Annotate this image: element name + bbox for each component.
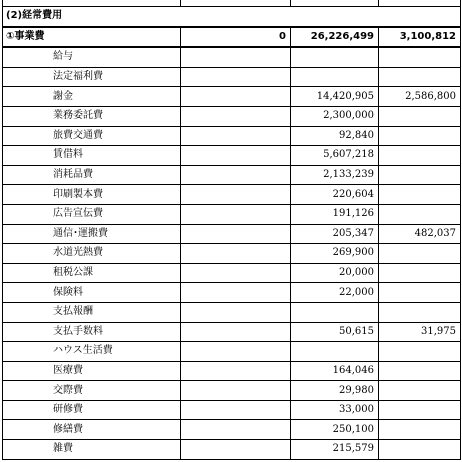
row-col1 <box>181 283 291 303</box>
row-col2 <box>291 302 379 322</box>
row-col1 <box>181 342 291 362</box>
row-label: 交際費 <box>3 381 181 401</box>
main-category-col2: 26,226,499 <box>291 27 379 48</box>
row-col2: 14,420,905 <box>291 87 379 107</box>
table-row <box>3 87 461 107</box>
table-row <box>3 185 461 205</box>
row-col1 <box>181 381 291 401</box>
row-col3 <box>379 47 461 67</box>
table-row <box>3 283 461 303</box>
row-col2: 220,604 <box>291 185 379 205</box>
row-col3 <box>379 381 461 401</box>
row-col2: 22,000 <box>291 283 379 303</box>
row-col2: 250,100 <box>291 420 379 440</box>
table-row <box>3 165 461 185</box>
row-col3 <box>379 106 461 126</box>
row-col3 <box>379 283 461 303</box>
row-col1 <box>181 146 291 166</box>
table-row <box>3 342 461 362</box>
section-title: (2)経常費用 <box>3 7 461 27</box>
row-col3 <box>379 185 461 205</box>
main-category-col1: 0 <box>181 27 291 48</box>
row-col2: 164,046 <box>291 361 379 381</box>
row-col1 <box>181 165 291 185</box>
row-col2: 269,900 <box>291 244 379 264</box>
row-col1 <box>181 126 291 146</box>
row-label: 印刷製本費 <box>3 185 181 205</box>
row-col2: 33,000 <box>291 400 379 420</box>
row-label: 法定福利費 <box>3 67 181 87</box>
row-col3 <box>379 263 461 283</box>
row-col2: 29,980 <box>291 381 379 401</box>
row-col2 <box>291 47 379 67</box>
table-row <box>3 224 461 244</box>
row-col2: 5,607,218 <box>291 146 379 166</box>
row-label: 給与 <box>3 47 181 67</box>
row-col3: 31,975 <box>379 322 461 342</box>
row-label: 保険料 <box>3 283 181 303</box>
table-row <box>3 322 461 342</box>
row-col1 <box>181 322 291 342</box>
table-row <box>3 126 461 146</box>
row-col3 <box>379 420 461 440</box>
main-category-row <box>3 27 461 48</box>
row-col1 <box>181 440 291 460</box>
row-col1 <box>181 204 291 224</box>
row-col3: 482,037 <box>379 224 461 244</box>
row-col1 <box>181 244 291 264</box>
row-label: 支払報酬 <box>3 302 181 322</box>
row-label: 業務委託費 <box>3 106 181 126</box>
table-row <box>3 302 461 322</box>
row-label: 通信･運搬費 <box>3 224 181 244</box>
table-row <box>3 361 461 381</box>
row-col3 <box>379 400 461 420</box>
row-col3 <box>379 204 461 224</box>
row-label: ハウス生活費 <box>3 342 181 362</box>
row-label: 研修費 <box>3 400 181 420</box>
row-col2 <box>291 342 379 362</box>
row-col1 <box>181 87 291 107</box>
row-col2 <box>291 67 379 87</box>
row-col1 <box>181 185 291 205</box>
row-label: 租税公課 <box>3 263 181 283</box>
table-row <box>3 440 461 460</box>
main-category-label: ①事業費 <box>3 27 181 48</box>
row-col1 <box>181 263 291 283</box>
row-col2: 92,840 <box>291 126 379 146</box>
row-col1 <box>181 47 291 67</box>
table-row <box>3 106 461 126</box>
row-col3: 2,586,800 <box>379 87 461 107</box>
row-label: 消耗品費 <box>3 165 181 185</box>
row-col1 <box>181 420 291 440</box>
row-col2: 50,615 <box>291 322 379 342</box>
table-row <box>3 67 461 87</box>
row-col1 <box>181 302 291 322</box>
section-header-row <box>3 7 461 27</box>
row-col2: 20,000 <box>291 263 379 283</box>
row-label: 水道光熱費 <box>3 244 181 264</box>
row-label: 支払手数料 <box>3 322 181 342</box>
row-col2: 2,133,239 <box>291 165 379 185</box>
row-col1 <box>181 224 291 244</box>
row-label: 広告宣伝費 <box>3 204 181 224</box>
main-category-col3: 3,100,812 <box>379 27 461 48</box>
table-row <box>3 244 461 264</box>
table-row <box>3 146 461 166</box>
row-col1 <box>181 361 291 381</box>
row-label: 医療費 <box>3 361 181 381</box>
table-row <box>3 47 461 67</box>
row-label: 謝金 <box>3 87 181 107</box>
row-label: 旅費交通費 <box>3 126 181 146</box>
row-col2: 205,347 <box>291 224 379 244</box>
row-col3 <box>379 244 461 264</box>
row-col1 <box>181 400 291 420</box>
row-label: 修繕費 <box>3 420 181 440</box>
row-col3 <box>379 146 461 166</box>
row-label: 賃借料 <box>3 146 181 166</box>
row-col3 <box>379 440 461 460</box>
row-col3 <box>379 342 461 362</box>
table-row <box>3 381 461 401</box>
table-row <box>3 420 461 440</box>
row-col3 <box>379 126 461 146</box>
table-row <box>3 204 461 224</box>
row-col3 <box>379 302 461 322</box>
row-col2: 191,126 <box>291 204 379 224</box>
expense-table <box>2 0 461 460</box>
row-col3 <box>379 67 461 87</box>
row-col3 <box>379 165 461 185</box>
table-row <box>3 263 461 283</box>
row-col3 <box>379 361 461 381</box>
table-row <box>3 400 461 420</box>
row-label: 雑費 <box>3 440 181 460</box>
row-col1 <box>181 67 291 87</box>
row-col2: 2,300,000 <box>291 106 379 126</box>
row-col1 <box>181 106 291 126</box>
row-col2: 215,579 <box>291 440 379 460</box>
